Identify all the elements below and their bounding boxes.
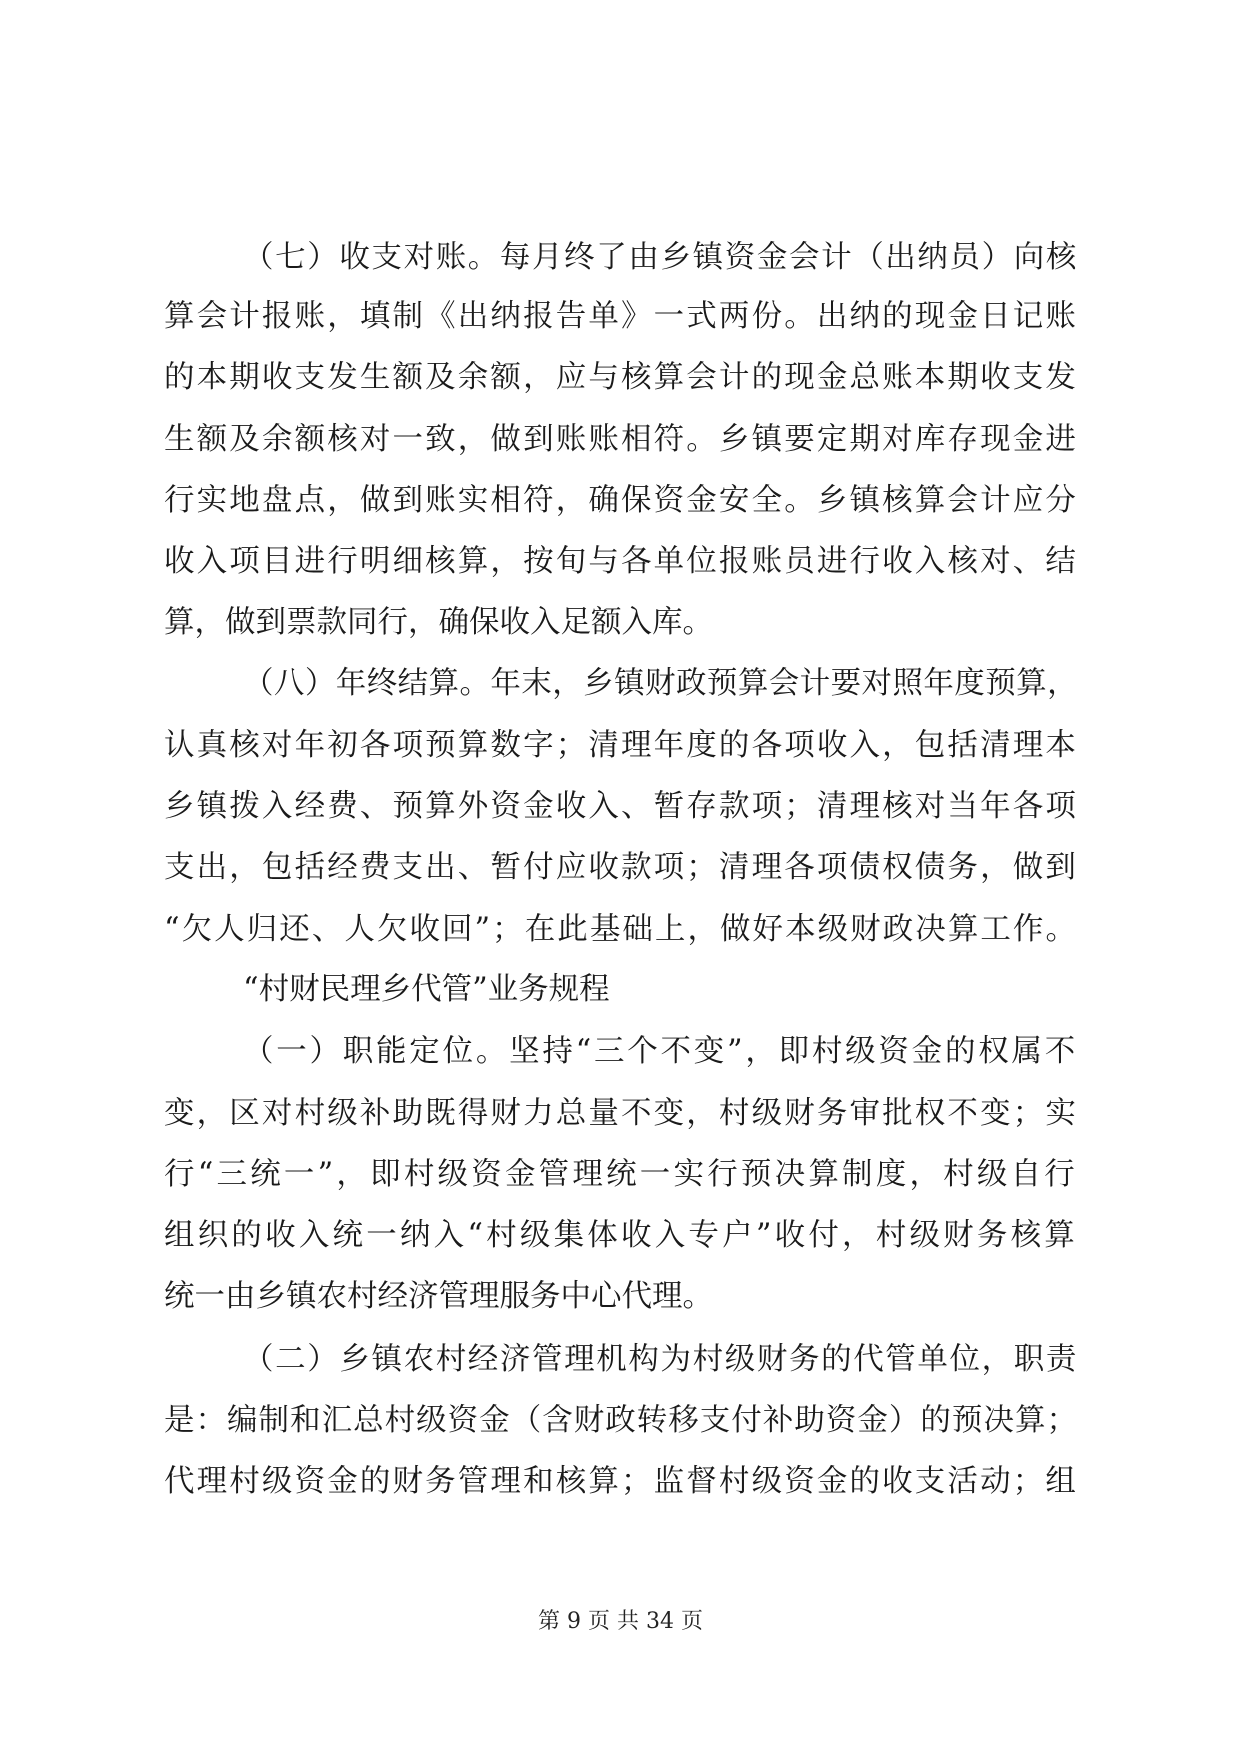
text-line: 支出，包括经费支出、暂付应收款项；清理各项债权债务，做到	[164, 850, 1078, 885]
text-line: 是：编制和汇总村级资金（含财政转移支付补助资金）的预决算；	[164, 1403, 1078, 1438]
text-line: 行实地盘点，做到账实相符，确保资金安全。乡镇核算会计应分	[164, 483, 1078, 518]
section-heading: “村财民理乡代管”业务规程	[243, 972, 610, 1007]
text-line: 生额及余额核对一致，做到账账相符。乡镇要定期对库存现金进	[164, 422, 1078, 457]
page-number-footer: 第 9 页 共 34 页	[538, 1609, 703, 1634]
text-line: （八）年终结算。年末，乡镇财政预算会计要对照年度预算，	[243, 666, 1078, 701]
text-line: 变，区对村级补助既得财力总量不变，村级财务审批权不变；实	[164, 1096, 1078, 1131]
text-line: 认真核对年初各项预算数字；清理年度的各项收入，包括清理本	[164, 728, 1078, 763]
text-line: 组织的收入统一纳入“村级集体收入专户”收付，村级财务核算	[164, 1218, 1078, 1253]
text-line: 统一由乡镇农村经济管理服务中心代理。	[164, 1279, 713, 1314]
text-line: 收入项目进行明细核算，按旬与各单位报账员进行收入核对、结	[164, 544, 1078, 579]
text-line: （二）乡镇农村经济管理机构为村级财务的代管单位，职责	[243, 1342, 1078, 1377]
text-line: （七）收支对账。每月终了由乡镇资金会计（出纳员）向核	[243, 240, 1078, 275]
text-line: 乡镇拨入经费、预算外资金收入、暂存款项；清理核对当年各项	[164, 789, 1078, 824]
text-line: 代理村级资金的财务管理和核算；监督村级资金的收支活动；组	[164, 1464, 1078, 1499]
text-line: （一）职能定位。坚持“三个不变”，即村级资金的权属不	[243, 1034, 1078, 1069]
text-line: 算，做到票款同行，确保收入足额入库。	[164, 605, 713, 640]
text-line: 的本期收支发生额及余额，应与核算会计的现金总账本期收支发	[164, 360, 1078, 395]
text-line: 算会计报账，填制《出纳报告单》一式两份。出纳的现金日记账	[164, 299, 1078, 334]
text-line: 行“三统一”，即村级资金管理统一实行预决算制度，村级自行	[164, 1157, 1078, 1192]
text-line: “欠人归还、人欠收回”；在此基础上，做好本级财政决算工作。	[164, 912, 1078, 947]
